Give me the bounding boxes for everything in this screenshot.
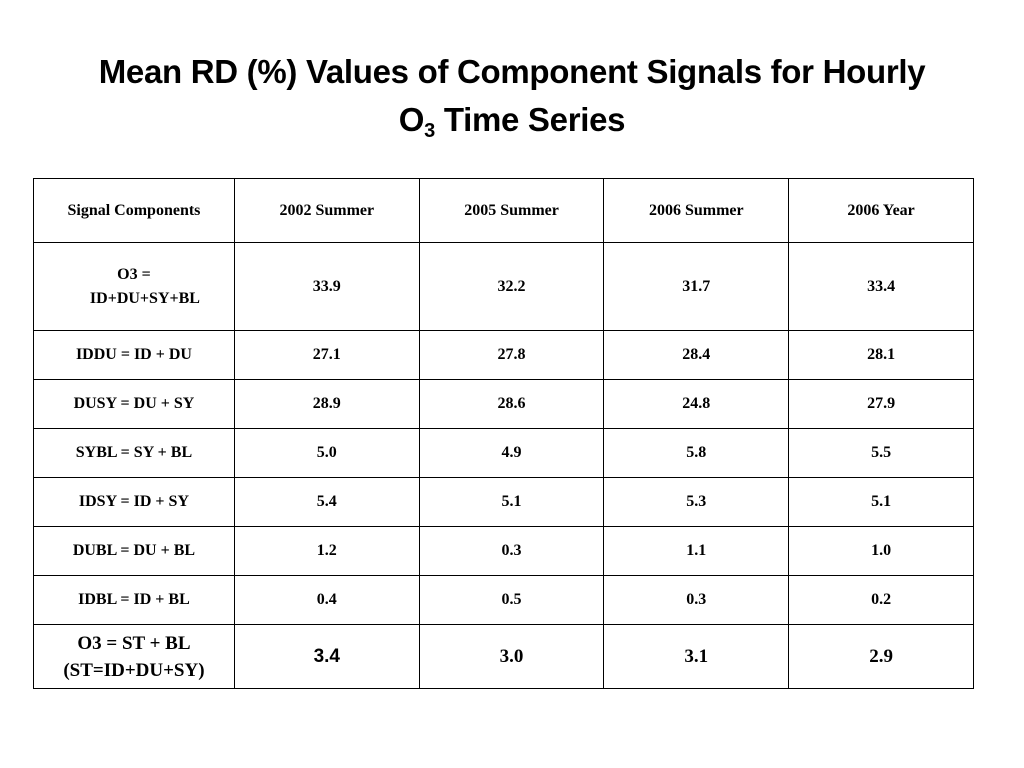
rd-values-table xyxy=(33,178,974,689)
table-cell: 1.1 xyxy=(604,527,789,576)
table-cell: 24.8 xyxy=(604,380,789,429)
header-signal-components: Signal Components xyxy=(34,179,235,243)
table-cell: 0.3 xyxy=(419,527,604,576)
table-cell: 2.9 xyxy=(789,625,974,689)
slide-title xyxy=(40,48,984,144)
table-cell: 3.4 xyxy=(234,625,419,689)
row-label: IDDU = ID + DU xyxy=(34,331,235,380)
table-cell: 27.9 xyxy=(789,380,974,429)
title-suffix: Time Series xyxy=(434,101,626,138)
table-cell: 0.3 xyxy=(604,576,789,625)
table-cell: 3.0 xyxy=(419,625,604,689)
table-cell: 5.5 xyxy=(789,429,974,478)
table-row xyxy=(34,331,974,380)
table-cell: 5.4 xyxy=(234,478,419,527)
row-label: IDBL = ID + BL xyxy=(34,576,235,625)
table-row xyxy=(34,429,974,478)
table-cell: 5.8 xyxy=(604,429,789,478)
table-row xyxy=(34,527,974,576)
title-o-letter: O xyxy=(398,101,425,138)
header-2005-summer: 2005 Summer xyxy=(419,179,604,243)
table-cell: 5.3 xyxy=(604,478,789,527)
table-cell: 27.1 xyxy=(234,331,419,380)
row-label-line1: O3 = xyxy=(117,265,151,283)
row-label: DUBL = DU + BL xyxy=(34,527,235,576)
header-2002-summer: 2002 Summer xyxy=(234,179,419,243)
table-row xyxy=(34,576,974,625)
table-cell: 0.4 xyxy=(234,576,419,625)
row-label xyxy=(34,243,235,331)
table-row xyxy=(34,478,974,527)
header-2006-year: 2006 Year xyxy=(789,179,974,243)
row-label-line1: O3 = ST + BL xyxy=(77,632,191,654)
table-cell: 33.9 xyxy=(234,243,419,331)
row-label-line2: (ST=ID+DU+SY) xyxy=(63,659,205,681)
row-label: DUSY = DU + SY xyxy=(34,380,235,429)
table-cell: 4.9 xyxy=(419,429,604,478)
title-line-2 xyxy=(40,96,984,144)
table-cell: 28.1 xyxy=(789,331,974,380)
table-row xyxy=(34,243,974,331)
table-cell: 1.2 xyxy=(234,527,419,576)
table-header-row xyxy=(34,179,974,243)
table-cell: 5.1 xyxy=(419,478,604,527)
table-cell: 28.9 xyxy=(234,380,419,429)
header-2006-summer: 2006 Summer xyxy=(604,179,789,243)
row-label: IDSY = ID + SY xyxy=(34,478,235,527)
row-label-line2: ID+DU+SY+BL xyxy=(89,289,200,307)
table-cell: 33.4 xyxy=(789,243,974,331)
table-cell: 32.2 xyxy=(419,243,604,331)
table-cell: 0.5 xyxy=(419,576,604,625)
row-label-text xyxy=(68,263,200,311)
table-cell: 5.1 xyxy=(789,478,974,527)
table-cell: 27.8 xyxy=(419,331,604,380)
table-cell: 0.2 xyxy=(789,576,974,625)
table-cell: 1.0 xyxy=(789,527,974,576)
table-cell: 28.6 xyxy=(419,380,604,429)
title-line-1: Mean RD (%) Values of Component Signals for Hourly xyxy=(98,53,926,90)
table-cell: 28.4 xyxy=(604,331,789,380)
table-cell: 31.7 xyxy=(604,243,789,331)
title-subscript: 3 xyxy=(424,120,435,142)
row-label xyxy=(34,625,235,689)
table-row xyxy=(34,625,974,689)
table-cell: 5.0 xyxy=(234,429,419,478)
table-row xyxy=(34,380,974,429)
row-label: SYBL = SY + BL xyxy=(34,429,235,478)
table-cell: 3.1 xyxy=(604,625,789,689)
